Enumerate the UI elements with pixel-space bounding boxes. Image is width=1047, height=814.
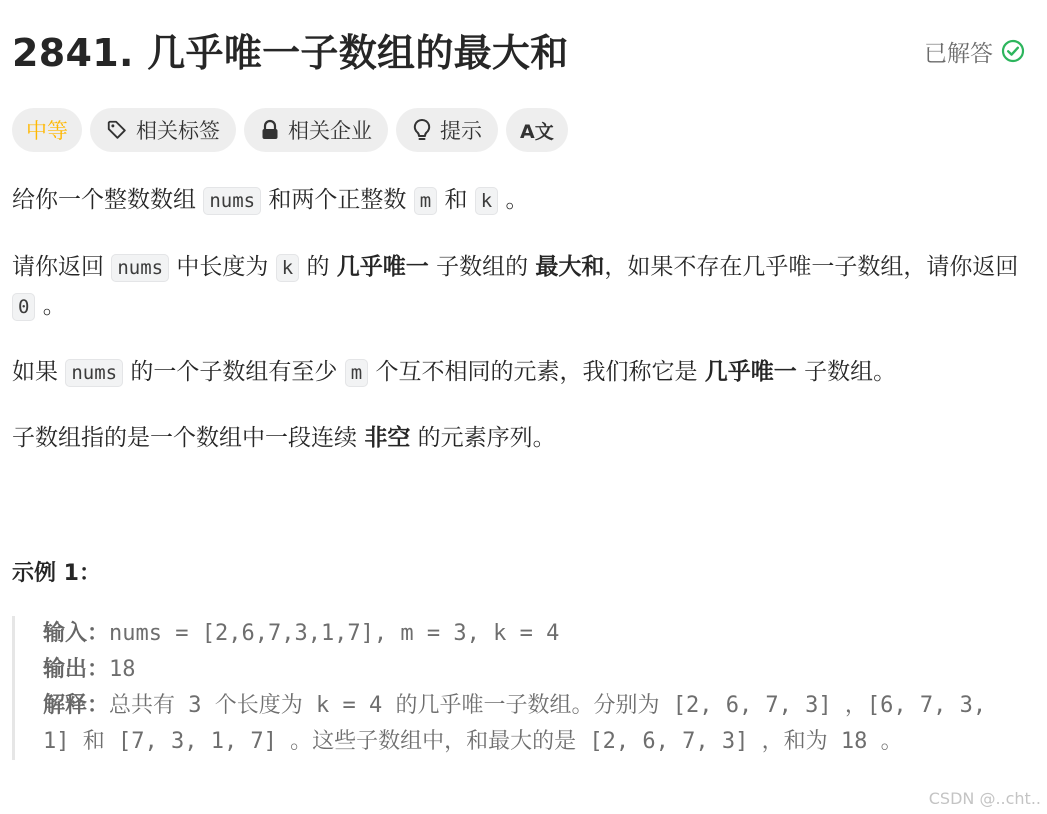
example-input-line: [43, 616, 1022, 652]
inline-code: nums: [203, 187, 261, 215]
inline-code: nums: [111, 254, 169, 282]
example-explanation-line: [43, 688, 1022, 760]
solved-status: [924, 36, 1025, 66]
lightbulb-icon: [412, 118, 432, 142]
bold-term: 最大和: [535, 254, 605, 280]
difficulty-label: 中等: [26, 119, 68, 143]
bold-term: 几乎唯一: [336, 254, 429, 280]
check-circle-icon: [1001, 39, 1025, 63]
bold-term: 几乎唯一: [704, 359, 797, 385]
inline-code: k: [475, 187, 498, 215]
translate-button[interactable]: [506, 108, 568, 152]
inline-code: 0: [12, 293, 35, 321]
description-paragraph-2: 请你返回 nums 中长度为 k 的 几乎唯一 子数组的 最大和，如果不存在几乎唯一子数组，请你返回 0 。: [12, 254, 1019, 319]
lock-icon: [260, 119, 280, 141]
tag-icon: [106, 119, 128, 141]
example-heading: 示例 1：: [12, 561, 101, 586]
inline-code: m: [414, 187, 437, 215]
output-label: 输出：: [43, 657, 110, 682]
explanation-label: 解释：: [43, 693, 110, 718]
inline-code: k: [276, 254, 299, 282]
problem-title: 2841. 几乎唯一子数组的最大和: [12, 31, 569, 75]
topics-label: 相关标签: [136, 119, 220, 143]
title-row: [12, 24, 1035, 82]
input-value: nums = [2,6,7,3,1,7], m = 3, k = 4: [109, 621, 560, 646]
description-paragraph-1: 给你一个整数数组 nums 和两个正整数 m 和 k 。: [12, 187, 529, 213]
watermark: CSDN @..cht..: [928, 789, 1041, 808]
solved-label: 已解答: [924, 40, 993, 67]
output-value: 18: [109, 657, 136, 682]
hints-label: 提示: [440, 119, 482, 143]
hints-tag-button[interactable]: [396, 108, 498, 152]
companies-tag-button[interactable]: [244, 108, 388, 152]
inline-code: nums: [65, 359, 123, 387]
translate-icon: A文: [520, 120, 554, 143]
input-label: 输入：: [43, 621, 110, 646]
difficulty-tag[interactable]: [12, 108, 82, 152]
example-output-line: [43, 652, 1022, 688]
description-paragraph-3: 如果 nums 的一个子数组有至少 m 个互不相同的元素，我们称它是 几乎唯一 子数组。: [12, 359, 897, 385]
companies-label: 相关企业: [288, 119, 372, 143]
example-block: [12, 616, 1022, 760]
explanation-value: 总共有 3 个长度为 k = 4 的几乎唯一子数组。分别为 [2, 6, 7, 3] ，[6, 7, 3, 1] 和 [7, 3, 1, 7] 。这些子数组中，和最大的是 [2, 6, 7, 3] ，和为 18 。: [43, 693, 987, 754]
topics-tag-button[interactable]: [90, 108, 236, 152]
description-paragraph-4: 子数组指的是一个数组中一段连续 非空 的元素序列。: [12, 425, 556, 451]
inline-code: m: [345, 359, 368, 387]
tag-bar: [12, 108, 568, 152]
bold-term: 非空: [364, 425, 411, 451]
